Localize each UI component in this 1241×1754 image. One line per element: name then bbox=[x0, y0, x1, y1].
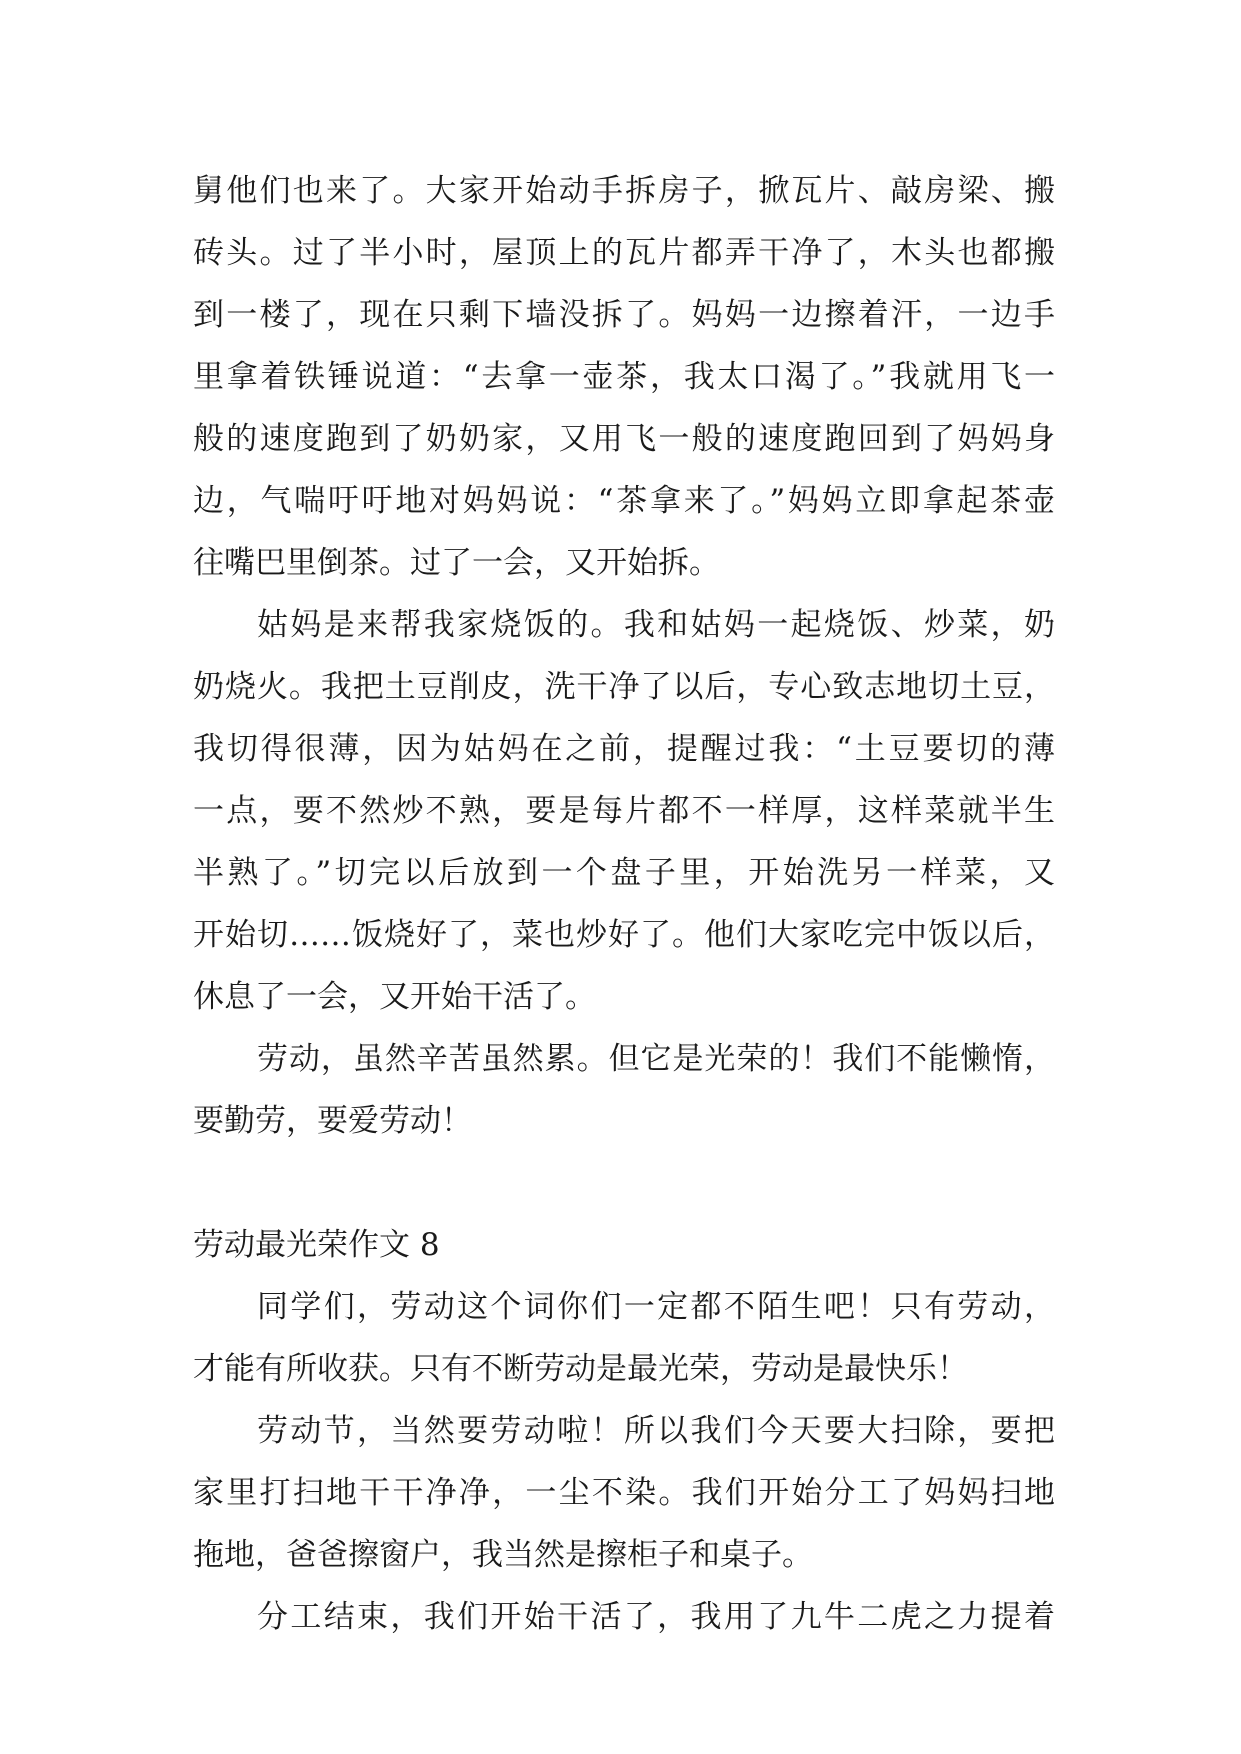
text-line: 往嘴巴里倒茶。过了一会，又开始拆。 bbox=[193, 545, 720, 581]
paragraph bbox=[193, 1276, 1055, 1400]
text-line: 般的速度跑到了奶奶家，又用飞一般的速度跑回到了妈妈身 bbox=[193, 421, 1055, 457]
text-line: 我切得很薄，因为姑妈在之前，提醒过我：“土豆要切的薄 bbox=[193, 731, 1055, 767]
text-line: 劳动，虽然辛苦虽然累。但它是光荣的！我们不能懒惰， bbox=[257, 1041, 1055, 1077]
paragraph bbox=[193, 1400, 1055, 1586]
text-line: 休息了一会，又开始干活了。 bbox=[193, 979, 596, 1015]
text-line: 劳动节，当然要劳动啦！所以我们今天要大扫除，要把 bbox=[257, 1413, 1055, 1449]
paragraph bbox=[193, 160, 1055, 594]
text-line: 分工结束，我们开始干活了，我用了九牛二虎之力提着 bbox=[257, 1599, 1055, 1635]
spacer bbox=[193, 1152, 1055, 1214]
text-line: 砖头。过了半小时，屋顶上的瓦片都弄干净了，木头也都搬 bbox=[193, 235, 1055, 271]
paragraph bbox=[193, 1586, 1055, 1648]
text-line: 到一楼了，现在只剩下墙没拆了。妈妈一边擦着汗，一边手 bbox=[193, 297, 1055, 333]
text-line: 开始切……饭烧好了，菜也炒好了。他们大家吃完中饭以后， bbox=[193, 917, 1055, 953]
text-line: 奶烧火。我把土豆削皮，洗干净了以后，专心致志地切土豆， bbox=[193, 669, 1055, 705]
text-line: 家里打扫地干干净净，一尘不染。我们开始分工了妈妈扫地 bbox=[193, 1475, 1055, 1511]
text-line: 舅他们也来了。大家开始动手拆房子，掀瓦片、敲房梁、搬 bbox=[193, 173, 1055, 209]
document-page bbox=[193, 160, 1055, 1648]
paragraph bbox=[193, 1028, 1055, 1152]
text-line: 边，气喘吁吁地对妈妈说：“茶拿来了。”妈妈立即拿起茶壶 bbox=[193, 483, 1055, 519]
paragraph bbox=[193, 594, 1055, 1028]
text-line: 半熟了。”切完以后放到一个盘子里，开始洗另一样菜，又 bbox=[193, 855, 1055, 891]
text-line: 姑妈是来帮我家烧饭的。我和姑妈一起烧饭、炒菜，奶 bbox=[257, 607, 1055, 643]
text-line: 拖地，爸爸擦窗户，我当然是擦柜子和桌子。 bbox=[193, 1537, 813, 1573]
text-line: 里拿着铁锤说道：“去拿一壶茶，我太口渴了。”我就用飞一 bbox=[193, 359, 1055, 395]
text-line: 要勤劳，要爱劳动！ bbox=[193, 1103, 472, 1139]
text-line: 一点，要不然炒不熟，要是每片都不一样厚，这样菜就半生 bbox=[193, 793, 1055, 829]
section-title: 劳动最光荣作文 8 bbox=[193, 1227, 440, 1263]
text-line: 同学们，劳动这个词你们一定都不陌生吧！只有劳动， bbox=[257, 1289, 1055, 1325]
text-line: 才能有所收获。只有不断劳动是最光荣，劳动是最快乐！ bbox=[193, 1351, 968, 1387]
